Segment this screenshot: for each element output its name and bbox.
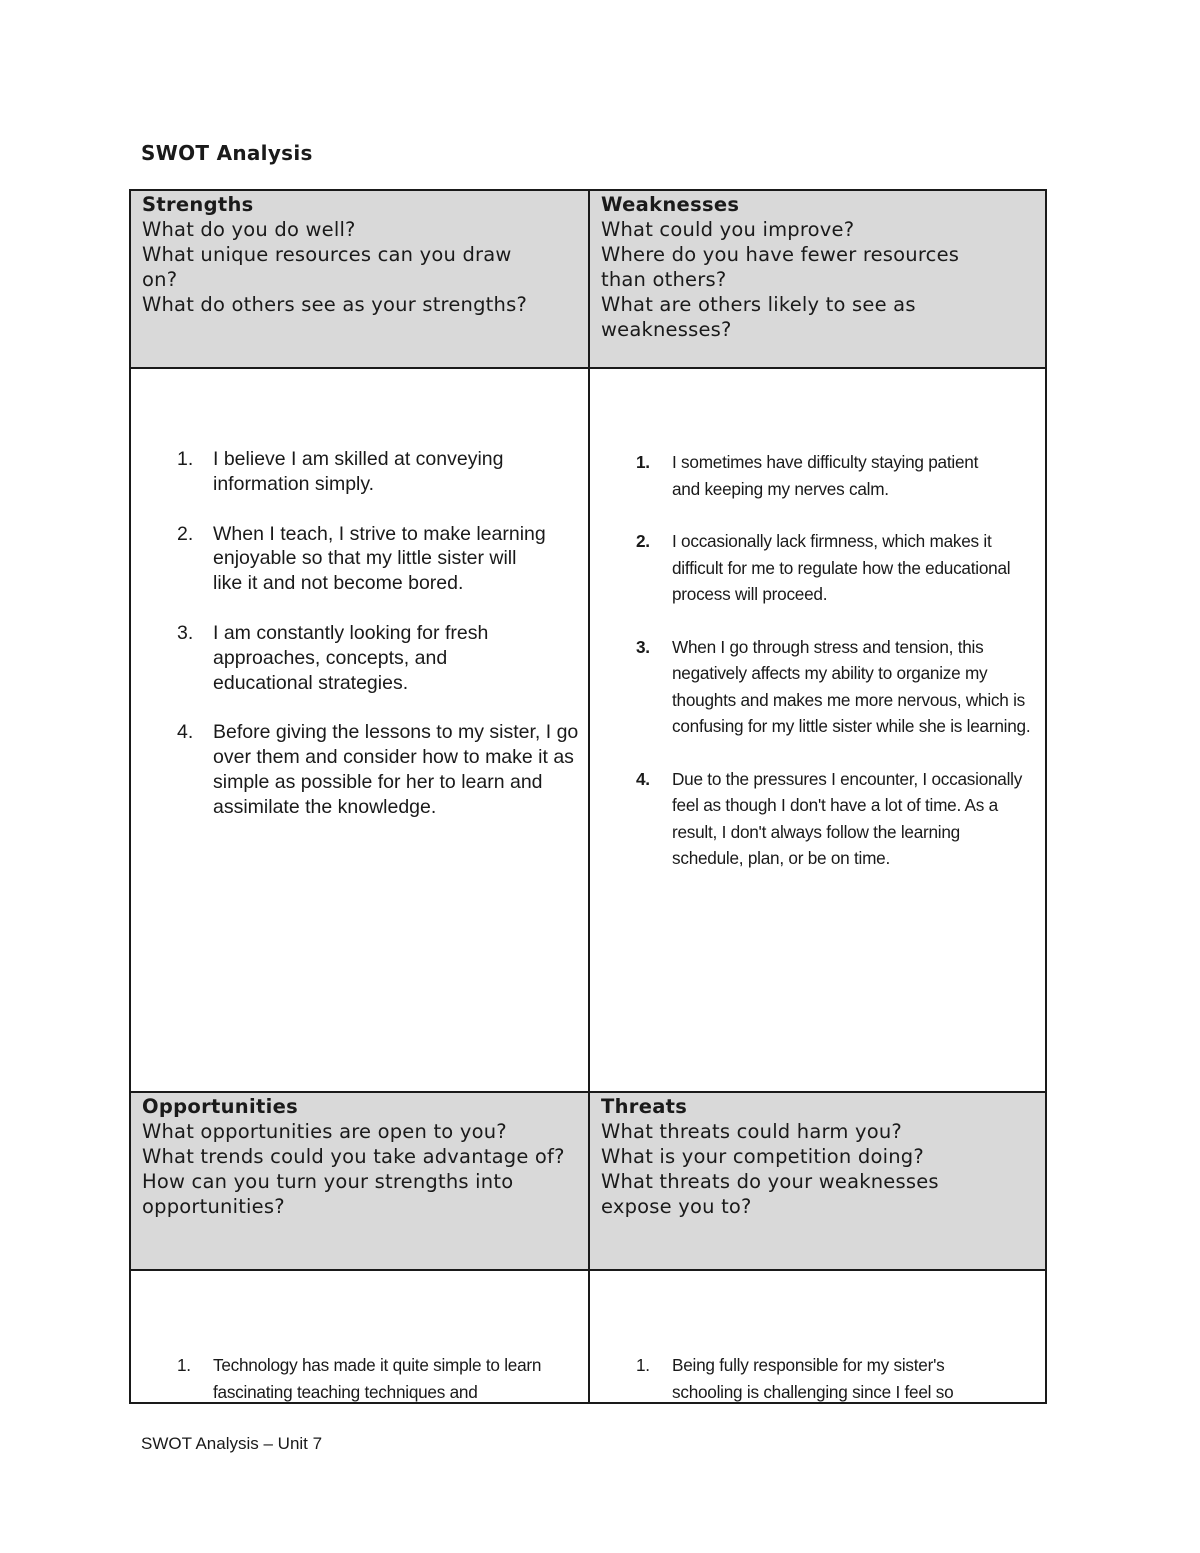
opportunities-header	[131, 1093, 588, 1269]
weaknesses-question: What could you improve?	[601, 218, 855, 241]
opportunities-title: Opportunities	[142, 1095, 299, 1118]
threats-header	[590, 1093, 1045, 1269]
list-text: Technology has made it quite simple to learn fascinating teaching techniques and	[213, 1355, 542, 1402]
opportunities-question: What trends could you take advantage of?	[142, 1145, 565, 1168]
weaknesses-body	[590, 369, 1045, 1091]
weaknesses-header	[590, 191, 1045, 367]
list-item	[590, 449, 1045, 502]
list-text: I occasionally lack firmness, which makes it difficult for me to regulate how the educational process will proceed.	[672, 531, 1011, 604]
opportunities-list	[131, 1352, 588, 1402]
list-text: When I go through stress and tension, this negatively affects my ability to organize my thoughts and makes me more nervous, which is confusing for my little sister while she is learning.	[672, 636, 1031, 736]
swot-table	[129, 189, 1047, 1404]
list-item	[131, 522, 588, 596]
weaknesses-title: Weaknesses	[601, 193, 740, 216]
strengths-title: Strengths	[142, 193, 254, 216]
list-number: 2.	[636, 531, 650, 551]
weaknesses-list	[590, 449, 1045, 872]
page-footer: SWOT Analysis – Unit 7	[141, 1434, 323, 1453]
strengths-header	[131, 191, 588, 367]
list-number: 2.	[177, 522, 194, 545]
column-divider	[588, 191, 590, 1402]
threats-question: What is your competition doing?	[601, 1145, 924, 1168]
strengths-question: What do you do well?	[142, 218, 356, 241]
list-text: Due to the pressures I encounter, I occasionally feel as though I don't have a lot of time. As a result, I don't always follow the learning schedule, plan, or be on time.	[672, 768, 1023, 868]
list-number: 3.	[177, 621, 194, 644]
threats-question: What threats could harm you?	[601, 1120, 902, 1143]
opportunities-body	[131, 1271, 588, 1402]
list-text: I am constantly looking for fresh approaches, concepts, and educational strategies.	[213, 621, 489, 694]
list-number: 3.	[636, 636, 650, 657]
strengths-body	[131, 369, 588, 1091]
list-item	[590, 1352, 1045, 1402]
list-number: 1.	[177, 1355, 191, 1375]
strengths-question: What do others see as your strengths?	[142, 293, 527, 316]
list-text: When I teach, I strive to make learning enjoyable so that my little sister will like it and not become bored.	[213, 522, 546, 595]
list-item	[590, 766, 1045, 872]
list-number: 1.	[636, 452, 650, 472]
threats-title: Threats	[601, 1095, 688, 1118]
opportunities-question: What opportunities are open to you?	[142, 1120, 507, 1143]
document-title: SWOT Analysis	[141, 141, 313, 165]
list-text: I sometimes have difficulty staying patient and keeping my nerves calm.	[672, 452, 979, 499]
list-text: Being fully responsible for my sister's schooling is challenging since I feel so	[672, 1355, 954, 1402]
list-item	[131, 1352, 588, 1402]
list-item	[131, 720, 588, 819]
list-item	[590, 528, 1045, 608]
list-number: 4.	[636, 768, 650, 789]
strengths-question: What unique resources can you draw on?	[142, 243, 512, 291]
list-number: 4.	[177, 721, 194, 744]
weaknesses-question: What are others likely to see as weaknesses?	[601, 293, 916, 341]
list-item	[131, 621, 588, 695]
list-number: 1.	[636, 1355, 650, 1375]
weaknesses-question: Where do you have fewer resources than others?	[601, 243, 960, 291]
list-item	[590, 634, 1045, 740]
threats-list	[590, 1352, 1045, 1402]
list-text: Before giving the lessons to my sister, I go over them and consider how to make it as simple as possible for her to learn and assimilate the knowledge.	[213, 721, 579, 818]
threats-body	[590, 1271, 1045, 1402]
strengths-list	[131, 447, 588, 820]
list-item	[131, 447, 588, 497]
list-number: 1.	[177, 448, 194, 470]
opportunities-question: How can you turn your strengths into opportunities?	[142, 1170, 514, 1218]
list-text: I believe I am skilled at conveying information simply.	[213, 448, 504, 495]
threats-question: What threats do your weaknesses expose you to?	[601, 1170, 939, 1218]
